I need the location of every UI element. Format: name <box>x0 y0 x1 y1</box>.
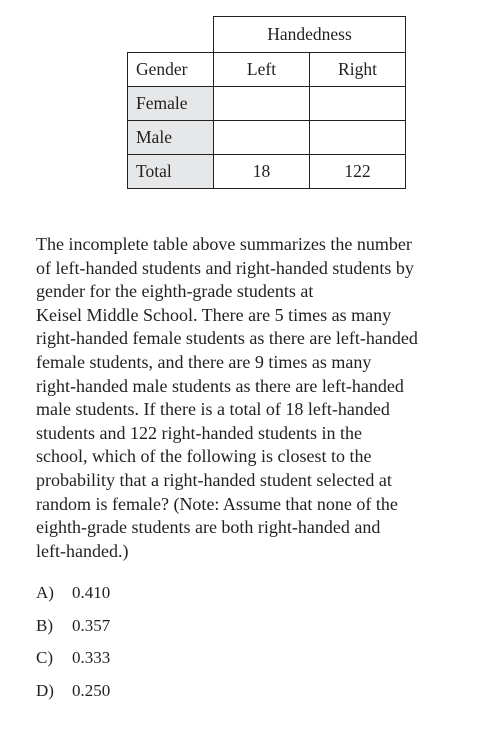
question-line: male students. If there is a total of 18 left-handed <box>36 399 390 420</box>
choice-letter: A) <box>36 583 54 602</box>
question-text <box>36 233 488 563</box>
cell-total-right: 122 <box>310 155 406 189</box>
question-line: Keisel Middle School. There are 5 times as many <box>36 304 392 325</box>
question-line: random is female? (Note: Assume that none of the <box>36 493 398 514</box>
question-line: right-handed female students as there are left-handed <box>36 328 418 349</box>
table-group-header: Handedness <box>214 17 406 53</box>
question-line: gender for the eighth-grade students at <box>36 281 314 302</box>
cell-total-left: 18 <box>214 155 310 189</box>
question-line: school, which of the following is closest to the <box>36 446 372 467</box>
table-corner-blank <box>128 17 214 53</box>
question-line: eighth-grade students are both right-handed and <box>36 517 381 538</box>
choice-value: 0.250 <box>72 680 111 700</box>
table-row-female <box>128 87 406 121</box>
col-header-gender: Gender <box>128 53 214 87</box>
choice-value: 0.410 <box>72 583 111 602</box>
question-line: left-handed.) <box>36 540 129 561</box>
row-label-female: Female <box>128 87 214 121</box>
row-label-total: Total <box>128 155 214 189</box>
choice-letter: C) <box>36 648 53 667</box>
cell-female-right <box>310 87 406 121</box>
choice-a[interactable] <box>36 582 110 615</box>
row-label-male: Male <box>128 121 214 155</box>
choice-c[interactable] <box>36 647 110 680</box>
question-line: female students, and there are 9 times as many <box>36 351 372 372</box>
table-row-total <box>128 155 406 189</box>
cell-female-left <box>214 87 310 121</box>
table-header-row <box>128 53 406 87</box>
col-header-left: Left <box>214 53 310 87</box>
table-row-male <box>128 121 406 155</box>
table-group-header-row <box>128 17 406 53</box>
question-line: The incomplete table above summarizes the number <box>36 234 412 254</box>
choice-d[interactable] <box>36 680 110 713</box>
answer-choices <box>36 582 110 712</box>
question-line: students and 122 right-handed students in the <box>36 422 362 443</box>
choice-value: 0.357 <box>72 615 111 635</box>
handedness-table <box>127 16 406 189</box>
cell-male-right <box>310 121 406 155</box>
question-line: probability that a right-handed student selected at <box>36 469 392 490</box>
choice-letter: B) <box>36 615 53 635</box>
question-line: of left-handed students and right-handed students by <box>36 257 414 278</box>
choice-b[interactable] <box>36 615 110 648</box>
choice-letter: D) <box>36 680 54 700</box>
question-line: right-handed male students as there are left-handed <box>36 375 404 396</box>
cell-male-left <box>214 121 310 155</box>
choice-value: 0.333 <box>72 648 111 667</box>
col-header-right: Right <box>310 53 406 87</box>
